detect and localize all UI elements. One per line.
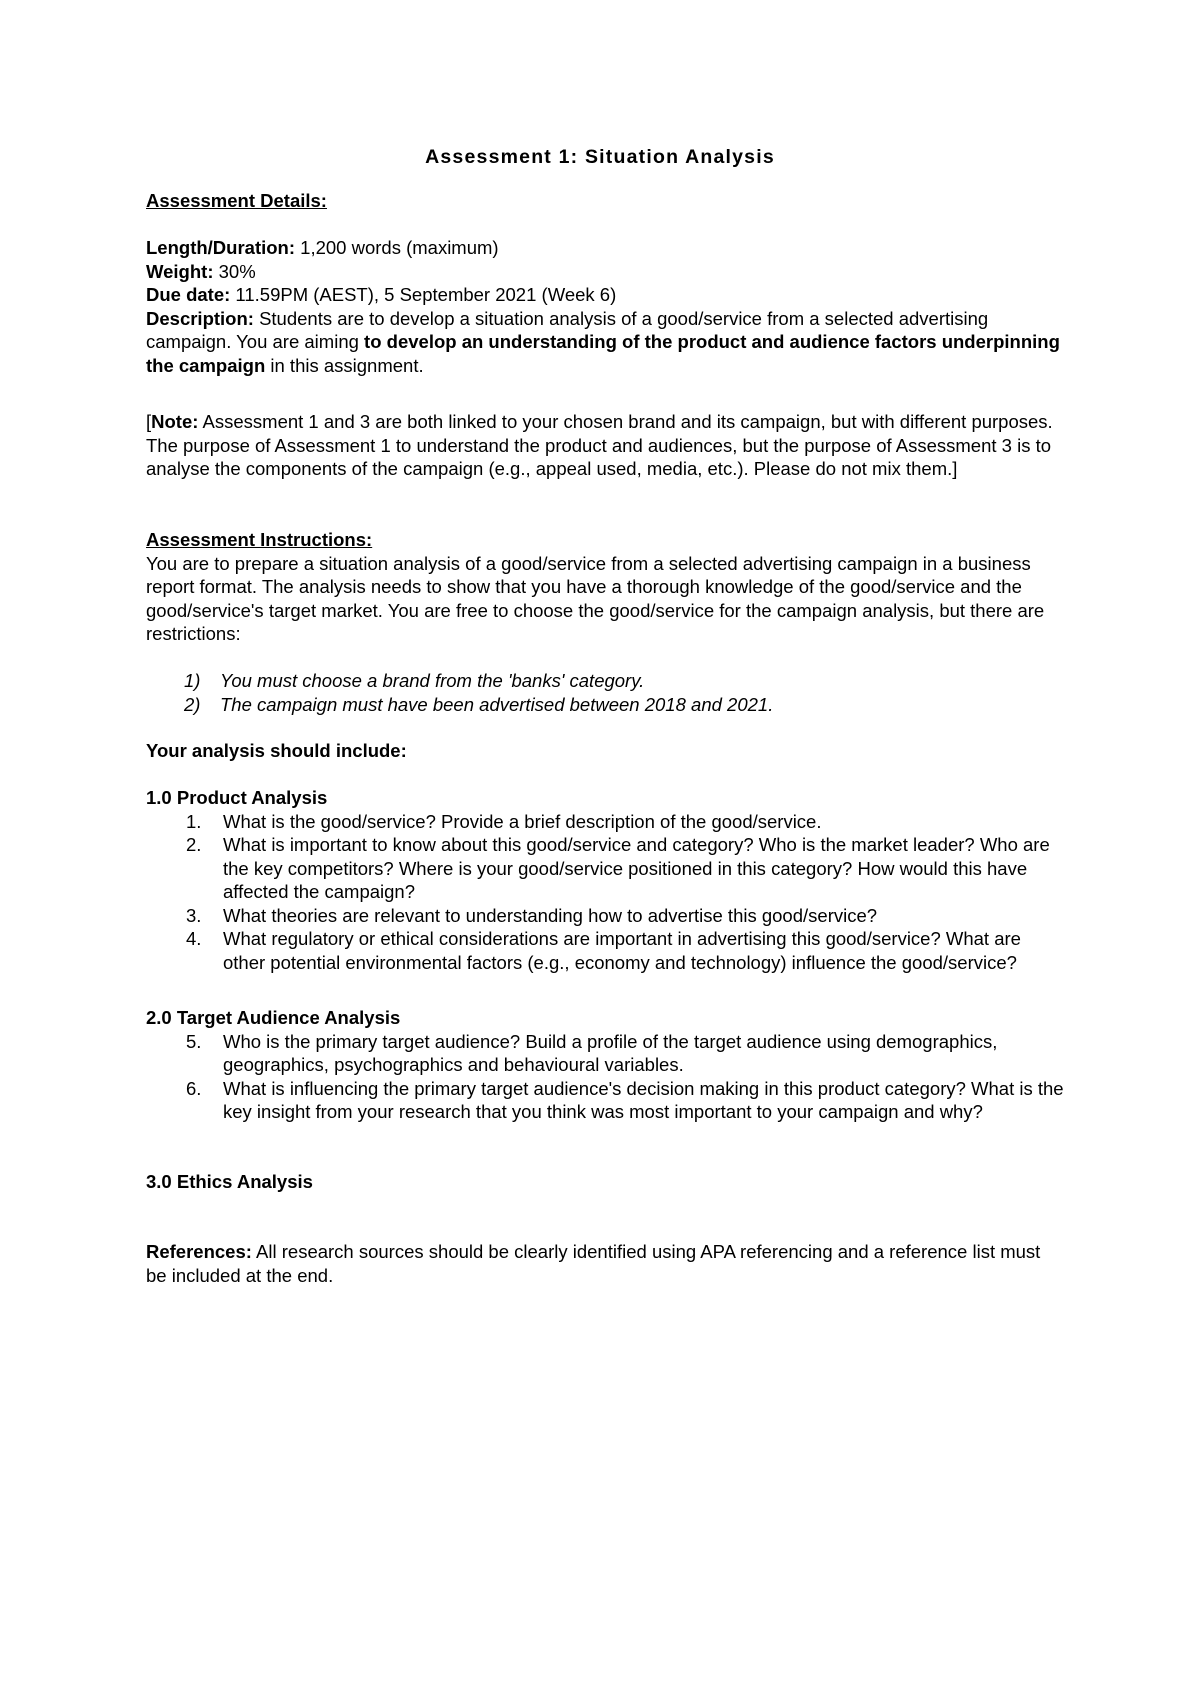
- ethics-heading: 3.0 Ethics Analysis: [146, 1171, 313, 1192]
- question-number: 2.: [186, 834, 202, 855]
- audience-question-item: [146, 1077, 1066, 1124]
- restriction-text: You must choose a brand from the 'banks' category.: [220, 670, 645, 691]
- question-number: 5.: [186, 1030, 202, 1052]
- references-paragraph: [146, 1240, 1066, 1287]
- question-number: 4.: [186, 928, 202, 949]
- restriction-item: [146, 669, 1066, 693]
- question-text: What is important to know about this good/service and category? Who is the market leader? Who are the key competitors? Where is your good/service positioned in this category? How would this have affected the campaign?: [223, 834, 1050, 902]
- references-text: All research sources should be clearly identified using APA referencing and a reference list must be included at the end.: [146, 1241, 1041, 1286]
- question-text: Who is the primary target audience? Build a profile of the target audience using demographics, geographics, psychographics and behavioural variables.: [223, 1030, 998, 1075]
- restriction-number: 1): [184, 670, 201, 691]
- question-text: What is the good/service? Provide a brief description of the good/service.: [223, 810, 822, 832]
- description-paragraph: [146, 307, 1066, 378]
- restriction-number: 2): [184, 693, 201, 715]
- product-question-item: [146, 833, 1066, 904]
- include-heading: Your analysis should include:: [146, 740, 407, 761]
- length-label: Length/Duration:: [146, 237, 296, 258]
- description-bold-text: to develop an understanding of the product and audience factors underpinning the campaign: [146, 331, 1060, 376]
- include-section: [146, 739, 1066, 763]
- weight-label: Weight:: [146, 260, 214, 282]
- assessment-details-section: [146, 189, 1066, 213]
- question-number: 1.: [186, 810, 202, 832]
- product-analysis-section: [146, 786, 1066, 974]
- description-text-2: in this assignment.: [265, 354, 424, 376]
- weight-value: 30%: [213, 260, 256, 282]
- question-number: 6.: [186, 1077, 202, 1099]
- question-text: What is influencing the primary target audience's decision making in this product category? What is the key insight from your research that you think was most important to your campaign and why?: [223, 1077, 1064, 1122]
- note-text: Assessment 1 and 3 are both linked to your chosen brand and its campaign, but with different purposes. The purpose of Assessment 1 to understand the product and audiences, but the purpose of Assessment 3 is to analyse the components of the campaign (e.g., appeal used, media, etc.). Please do not mix them.]: [146, 411, 1053, 479]
- restriction-text: The campaign must have been advertised between 2018 and 2021.: [220, 693, 774, 715]
- references-section: [146, 1240, 1066, 1287]
- note-label: Note:: [151, 411, 199, 432]
- description-text-1: Students are to develop a situation analysis of a good/service from a selected advertising campaign. You are aiming: [146, 307, 989, 352]
- ethics-section: [146, 1170, 1066, 1194]
- length-value: 1,200 words (maximum): [295, 237, 499, 258]
- assessment-details-list: [146, 236, 1066, 377]
- note-paragraph: [146, 410, 1066, 481]
- product-analysis-heading: 1.0 Product Analysis: [146, 787, 328, 808]
- target-audience-section: [146, 1006, 1066, 1124]
- due-date-line: [146, 283, 1066, 307]
- references-label: References:: [146, 1241, 252, 1262]
- restriction-item: [146, 693, 1066, 717]
- due-date-label: Due date:: [146, 284, 231, 305]
- question-number: 3.: [186, 904, 202, 926]
- audience-question-item: [146, 1030, 1066, 1077]
- length-line: [146, 236, 1066, 260]
- instructions-heading: Assessment Instructions:: [146, 529, 373, 550]
- page-title: Assessment 1: Situation Analysis: [425, 146, 775, 168]
- product-question-item: [146, 904, 1066, 928]
- note-open-bracket: [: [146, 411, 152, 432]
- question-text: What theories are relevant to understanding how to advertise this good/service?: [223, 904, 878, 926]
- description-label: Description:: [146, 307, 254, 329]
- assessment-details-heading: Assessment Details:: [146, 190, 327, 211]
- instructions-section: [146, 528, 1066, 646]
- weight-line: [146, 260, 1066, 284]
- product-question-item: [146, 810, 1066, 834]
- question-text: What regulatory or ethical considerations are important in advertising this good/service? What are other potential environmental factors (e.g., economy and technology) influence the good/service?: [223, 928, 1021, 973]
- note-section: [146, 410, 1066, 481]
- instructions-text: You are to prepare a situation analysis of a good/service from a selected advertising campaign in a business report format. The analysis needs to show that you have a thorough knowledge of the good/service and the good/service's target market. You are free to choose the good/service for the campaign analysis, but there are restrictions:: [146, 552, 1045, 644]
- target-audience-heading: 2.0 Target Audience Analysis: [146, 1007, 401, 1028]
- product-question-item: [146, 927, 1066, 974]
- due-date-value: 11.59PM (AEST), 5 September 2021 (Week 6): [230, 284, 617, 305]
- restrictions-list: [146, 669, 1066, 716]
